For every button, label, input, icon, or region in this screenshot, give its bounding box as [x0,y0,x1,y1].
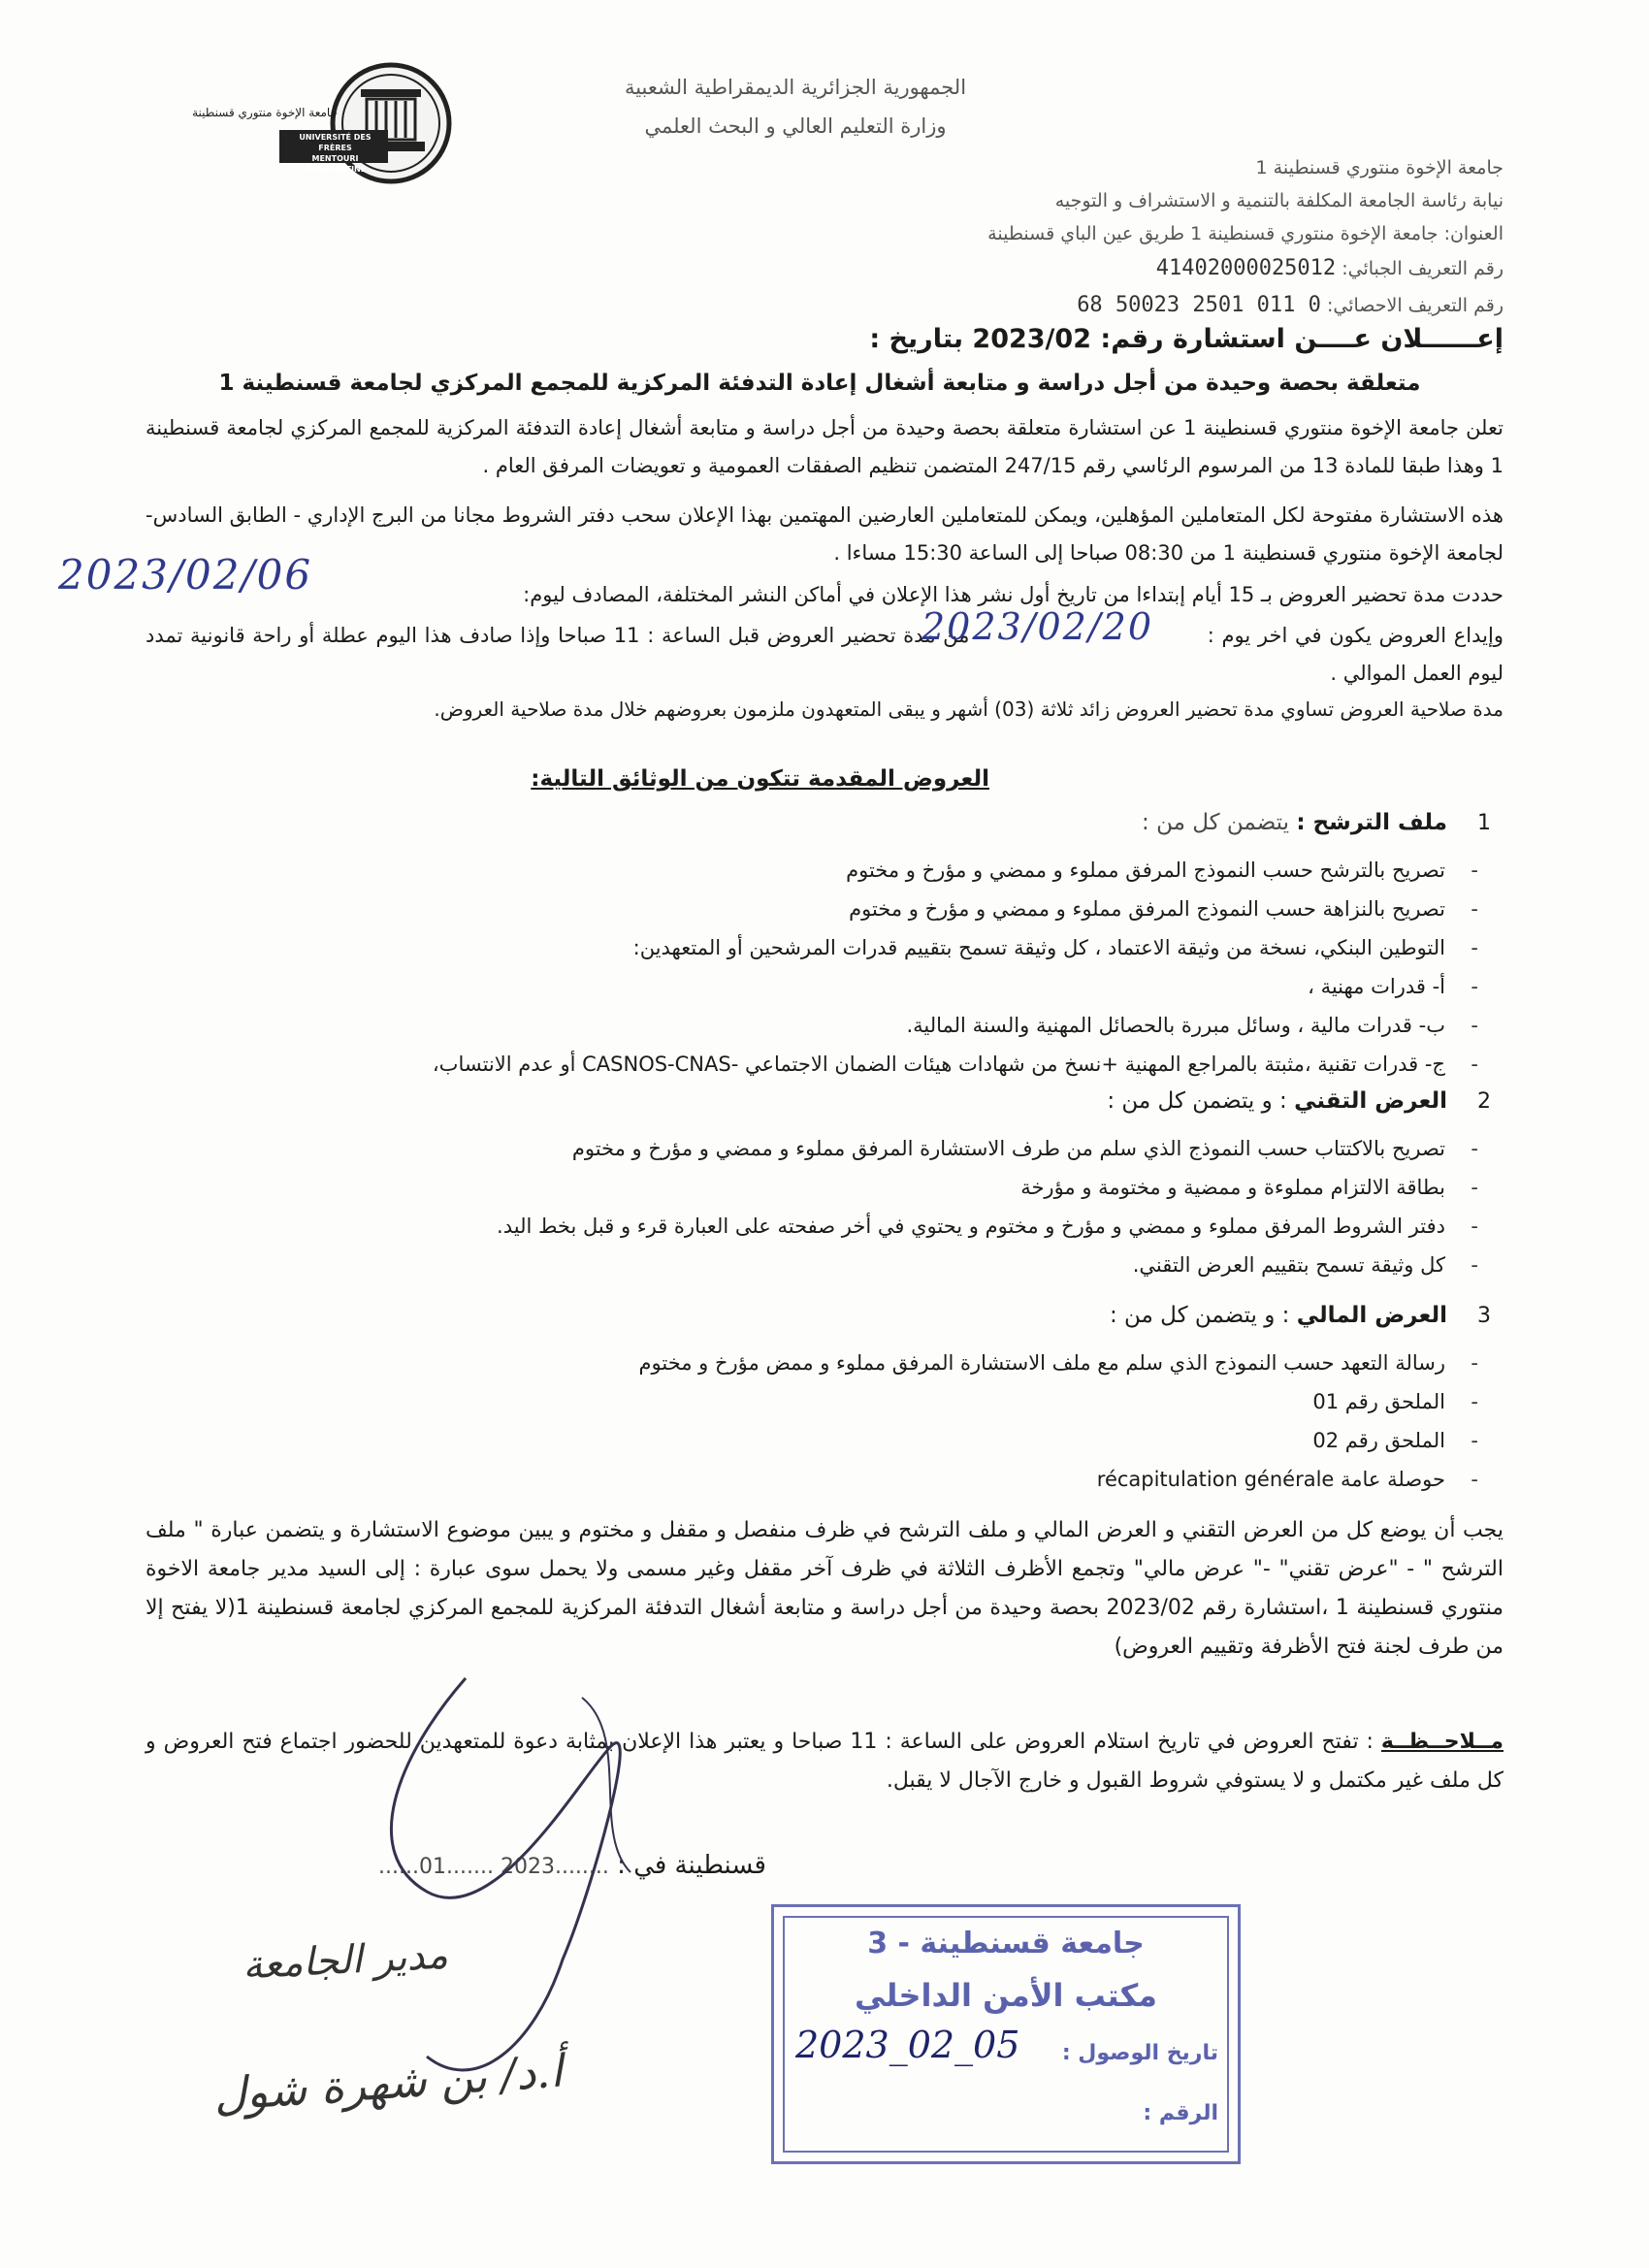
logo-text-arabic: جامعة الإخوة منتوري قسنطينة [192,106,338,119]
section-1-subtitle: يتضمن كل من : [1142,810,1290,835]
section-3-subtitle: : و يتضمن كل من : [1109,1303,1290,1328]
list-item: - الملحق رقم 02 [136,1421,1445,1460]
republic-header: الجمهورية الجزائرية الديمقراطية الشعبية [624,76,967,99]
logo-emblem [163,60,454,196]
list-item: - تصريح بالترشح حسب النموذج المرفق مملوء و ممضي و مؤرخ و مختوم [136,851,1445,890]
logo-text-french-2: MENTOURI CONSTANTINE [304,154,367,174]
envelope-text: يجب أن يوضع كل من العرض التقني و العرض المالي و ملف الترشح في ظرف منفصل و مقفل و مختوم و يبين موضوع الاستشارة و يتضمن عبارة " ملف الترشح " - "عرض تقني" -" عرض مالي" وتجمع الأظرف الثلاثة في ظرف آخر مقفل وغير مسمى ولا يحمل سوى عبارة : إلى السيد مدير جامعة الاخوة منتوري قسنطينة 1 ،استشارة رقم 2023/02 بحصة وحيدة من أجل دراسة و متابعة أشغال التدفئة المركزية للمجمع المركزي لجامعة قسنطينة 1(لا يفتح إلا من طرف لجنة فتح الأظرفة وتقييم العروض) [146,1518,1504,1659]
stat-id-label: رقم التعريف الاحصائي: [1326,295,1504,316]
list-item: - التوطين البنكي، نسخة من وثيقة الاعتماد ، كل وثيقة تسمح بتقييم قدرات المرشحين أو المتعهدين: [136,928,1445,967]
vice-rectorate: نيابة رئاسة الجامعة المكلفة بالتنمية و الاستشراف و التوجيه [1054,190,1504,211]
section-1-list [136,851,1504,1084]
announcement-subject: متعلقة بحصة وحيدة من أجل دراسة و متابعة أشغال إعادة التدفئة المركزية للمجمع المركزي لجامعة قسنطينة 1 [218,371,1421,396]
section-3-title: العرض المالي [1296,1303,1447,1328]
list-item: - ج- قدرات تقنية ،مثبتة بالمراجع المهنية +نسخ من شهادات هيئات الضمان الاجتماعي -CASNOS-CNAS أو عدم الانتساب، [136,1045,1445,1084]
announcement-paragraph-5 [146,691,1504,729]
section-2-number: 2 [1477,1089,1491,1114]
handwritten-publish-date: 2023/02/06 [58,551,313,599]
stat-id-line [1077,293,1504,317]
section-candidacy [136,810,1504,1084]
place-label: قسنطينة في : [617,1851,766,1880]
list-item: - أ- قدرات مهنية ، [136,967,1445,1006]
sign-date: ........2023 .......01...... [378,1855,609,1879]
announcement-title: إعــــــلان عــــن استشارة رقم: 2023/02 بتاريخ : [869,324,1504,354]
stamp-line-office: مكتب الأمن الداخلي [855,1977,1157,2014]
paragraph-4-end: من مدة تحضير العروض قبل الساعة : 11 صباحا وإذا صادف هذا اليوم عطلة أو راحة قانونية تمدد ليوم العمل الموالي . [146,624,1504,685]
documents-title: العروض المقدمة تتكون من الوثائق التالية: [531,766,989,792]
note-text: : تفتح العروض في تاريخ استلام العروض على الساعة : 11 صباحا و يعتبر هذا الإعلان بمثابة دعوة للمتعهدين للحضور اجتماع فتح العروض و كل ملف غير مكتمل و لا يستوفي شروط القبول و خارج الآجال لا يقبل. [146,1730,1504,1793]
reception-stamp [771,1904,1241,2164]
handwritten-deposit-date: 2023/02/20 [922,605,1154,648]
paragraph-3-text: حددت مدة تحضير العروض بـ 15 أيام إبتداءا من تاريخ أول نشر هذا الإعلان في أماكن النشر المختلفة، المصادف ليوم: [523,583,1504,606]
ministry-header: وزارة التعليم العالي و البحث العلمي [644,114,947,138]
fiscal-id-line [1156,256,1504,280]
list-item: - الملحق رقم 01 [136,1382,1445,1421]
list-item: - تصريح بالنزاهة حسب النموذج المرفق مملوء و ممضي و مؤرخ و مختوم [136,890,1445,928]
section-3-list [136,1344,1504,1499]
section-technical-offer [136,1088,1504,1284]
paragraph-2-text: هذه الاستشارة مفتوحة لكل المتعاملين المؤهلين، ويمكن للمتعاملين العارضين المهتمين بهذا الإعلان سحب دفتر الشروط مجانا من البرج الإداري - الطابق السادس- لجامعة الإخوة منتوري قسنطينة 1 من 08:30 صباحا إلى الساعة 15:30 مساءا . [146,503,1504,565]
address: العنوان: جامعة الإخوة منتوري قسنطينة 1 طريق عين الباي قسنطينة [987,223,1504,244]
section-2-subtitle: : و يتضمن كل من : [1107,1088,1287,1114]
logo-text-french [284,132,386,175]
list-item: - كل وثيقة تسمح بتقييم العرض التقني. [136,1246,1445,1284]
section-1-number: 1 [1477,811,1491,835]
logo-text-french-1: UNIVERSITÉ DES FRÈRES [299,133,372,152]
section-2-head [136,1088,1504,1129]
list-item: - بطاقة الالتزام مملوءة و ممضية و مختومة و مؤرخة [136,1168,1445,1207]
announcement-paragraph-4 [146,617,1504,693]
announcement-paragraph-1 [146,409,1504,485]
section-financial-offer [136,1303,1504,1499]
fiscal-id-value: 41402000025012 [1155,256,1337,280]
section-2-list [136,1129,1504,1284]
stat-id-value: 0 011 2501 50023 68 [1077,293,1321,317]
paragraph-1-text: تعلن جامعة الإخوة منتوري قسنطينة 1 عن استشارة متعلقة بحصة وحيدة من أجل دراسة و متابعة أشغال إعادة التدفئة المركزية للمجمع المركزي لجامعة قسنطينة 1 وهذا طبقا للمادة 13 من المرسوم الرئاسي رقم 247/15 المتضمن تنظيم الصفقات العمومية و تعويضات المرفق العام . [146,416,1504,477]
stamp-line-number: الرقم : [1143,2101,1218,2125]
stamp-line-arrival: تاريخ الوصول : [1061,2041,1218,2065]
university-name: جامعة الإخوة منتوري قسنطينة 1 [1255,157,1504,178]
list-item: - تصريح بالاكتتاب حسب النموذج الذي سلم من طرف الاستشارة المرفق مملوء و ممضي و مؤرخ و مختوم [136,1129,1445,1168]
section-3-number: 3 [1477,1304,1491,1328]
paragraph-4-start: وإيداع العروض يكون في اخر يوم : [1207,624,1504,647]
announcement-paragraph-2 [146,497,1504,572]
fiscal-id-label: رقم التعريف الجبائي: [1342,258,1504,279]
list-item: - دفتر الشروط المرفق مملوء و ممضي و مؤرخ و مختوم و يحتوي في أخر صفحته على العبارة قرء و قبل بخط اليد. [136,1207,1445,1246]
list-item: - رسالة التعهد حسب النموذج الذي سلم مع ملف الاستشارة المرفق مملوء و ممض مؤرخ و مختوم [136,1344,1445,1382]
paragraph-5-text: مدة صلاحية العروض تساوي مدة تحضير العروض زائد ثلاثة (03) أشهر و يبقى المتعهدون ملزمون بعروضهم خلال مدة صلاحية العروض. [434,697,1504,721]
stamp-line-university: جامعة قسنطينة - 3 [867,1927,1145,1960]
section-3-head [136,1303,1504,1344]
section-1-title: ملف الترشح : [1296,810,1447,835]
section-2-title: العرض التقني [1294,1088,1447,1114]
stamp-handwritten-date: 2023_02_05 [795,2024,1020,2066]
signer-title: مدير الجامعة [241,1932,449,1989]
signer-name: أ.د/ بن شهرة شول [211,2044,565,2122]
note-label: مــلاحــظــة [1380,1730,1504,1754]
section-1-head [136,810,1504,851]
list-item: - حوصلة عامة récapitulation générale [136,1460,1445,1499]
list-item: - ب- قدرات مالية ، وسائل مبررة بالحصائل المهنية والسنة المالية. [136,1006,1445,1045]
university-logo [163,60,454,196]
